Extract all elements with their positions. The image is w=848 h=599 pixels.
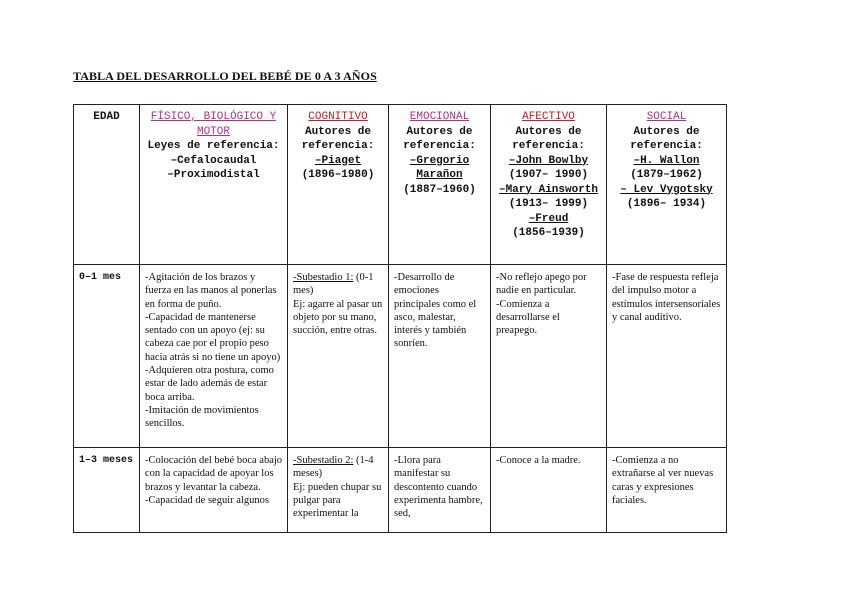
cell-text: Ej: agarre al pasar un objeto por su mano, succión, entre otras. xyxy=(293,298,383,337)
emocional-cell xyxy=(389,265,491,448)
header-fisico xyxy=(140,105,288,265)
author-name: –Mary Ainsworth xyxy=(498,183,599,196)
header-line: Autores de referencia: xyxy=(630,125,703,152)
header-row xyxy=(74,105,727,265)
author-name: –Freud xyxy=(528,212,569,225)
social-category: SOCIAL xyxy=(646,111,687,123)
header-line: (1856–1939) xyxy=(512,227,585,239)
emocional-cell xyxy=(389,448,491,533)
cell-text: -Adquieren otra postura, como estar de lado además de estar boca arriba. xyxy=(145,365,274,403)
cell-text: -No reflejo apego por nadie en particular. xyxy=(496,272,587,297)
cell-text: -Capacidad de seguir algunos xyxy=(145,494,269,506)
header-line: (1907– 1990) xyxy=(508,169,589,181)
substage-label: -Subestadio 2: xyxy=(293,455,354,466)
fisico-cell xyxy=(140,448,288,533)
cognitivo-cell xyxy=(288,448,389,533)
cell-text: -Agitación de los brazos y fuerza en las manos al ponerlas en forma de puño. xyxy=(145,272,277,310)
development-table xyxy=(73,104,727,533)
table-row xyxy=(74,448,727,533)
cognitivo-category: COGNITIVO xyxy=(308,111,368,123)
social-cell xyxy=(607,265,727,448)
substage-range: (1-4 meses) xyxy=(293,455,374,480)
cell-text: -Desarrollo de emociones principales como el asco, malestar, interés y también sonríen. xyxy=(394,272,477,350)
header-line: Autores de referencia: xyxy=(301,125,375,152)
header-line: Autores de referencia: xyxy=(403,125,476,152)
afectivo-cell xyxy=(491,448,607,533)
cell-text: -Comienza a no extrañarse al ver nuevas caras y expresiones faciales. xyxy=(612,455,714,506)
cell-text: -Capacidad de mantenerse sentado con un apoyo (ej: su cabeza cae por el propio peso hacia atrás si no tiene un apoyo) xyxy=(145,311,281,363)
cell-text: -Fase de respuesta refleja del impulso motor a estímulos intersensoriales y canal auditivo. xyxy=(612,272,721,323)
header-line: (1913– 1999) xyxy=(508,198,589,210)
author-name: –Gregorio Marañon xyxy=(409,154,470,181)
header-line: –Proximodistal xyxy=(167,169,260,181)
author-name: –H. Wallon xyxy=(633,154,700,167)
header-line: –Cefalocaudal xyxy=(170,154,257,167)
document-title: TABLA DEL DESARROLLO DEL BEBÉ DE 0 A 3 AÑOS xyxy=(73,69,377,83)
edad-label: EDAD xyxy=(93,111,120,123)
header-edad xyxy=(74,105,140,265)
fisico-category: FÍSICO, BIOLÓGICO Y MOTOR xyxy=(150,111,277,138)
substage-label: -Subestadio 1: xyxy=(293,272,354,283)
author-name: – Lev Vygotsky xyxy=(620,183,713,196)
cell-text: -Imitación de movimientos sencillos. xyxy=(145,404,259,430)
age-cell: 1–3 meses xyxy=(74,448,140,533)
cell-text: Ej: pueden chupar su pulgar para experimentar la xyxy=(293,481,382,520)
header-cognitivo xyxy=(288,105,389,265)
header-line: Autores de referencia: xyxy=(512,125,585,152)
emocional-category: EMOCIONAL xyxy=(409,111,470,123)
author-name: –Piaget xyxy=(314,154,362,167)
header-line: Leyes de referencia: xyxy=(147,140,280,152)
afectivo-category: AFECTIVO xyxy=(522,111,575,123)
header-line: (1896–1980) xyxy=(301,169,375,181)
author-name: –John Bowlby xyxy=(508,154,589,167)
header-line: (1879–1962) xyxy=(630,169,703,181)
header-line: (1887–1960) xyxy=(403,183,476,196)
header-afectivo xyxy=(491,105,607,265)
cognitivo-cell xyxy=(288,265,389,448)
substage-range: (0-1 mes) xyxy=(293,272,374,297)
table-row xyxy=(74,265,727,448)
header-emocional xyxy=(389,105,491,265)
cell-text: -Conoce a la madre. xyxy=(496,455,581,466)
header-line: (1896– 1934) xyxy=(626,198,707,210)
social-cell xyxy=(607,448,727,533)
age-cell: 0–1 mes xyxy=(74,265,140,448)
afectivo-cell xyxy=(491,265,607,448)
header-social xyxy=(607,105,727,265)
fisico-cell xyxy=(140,265,288,448)
cell-text: -Comienza a desarrollarse el preapego. xyxy=(496,298,560,337)
cell-text: -Llora para manifestar su descontento cuando experimenta hambre, sed, xyxy=(394,455,483,520)
cell-text: -Colocación del bebé boca abajo con la capacidad de apoyar los brazos y levantar la cabeza. xyxy=(145,455,283,493)
